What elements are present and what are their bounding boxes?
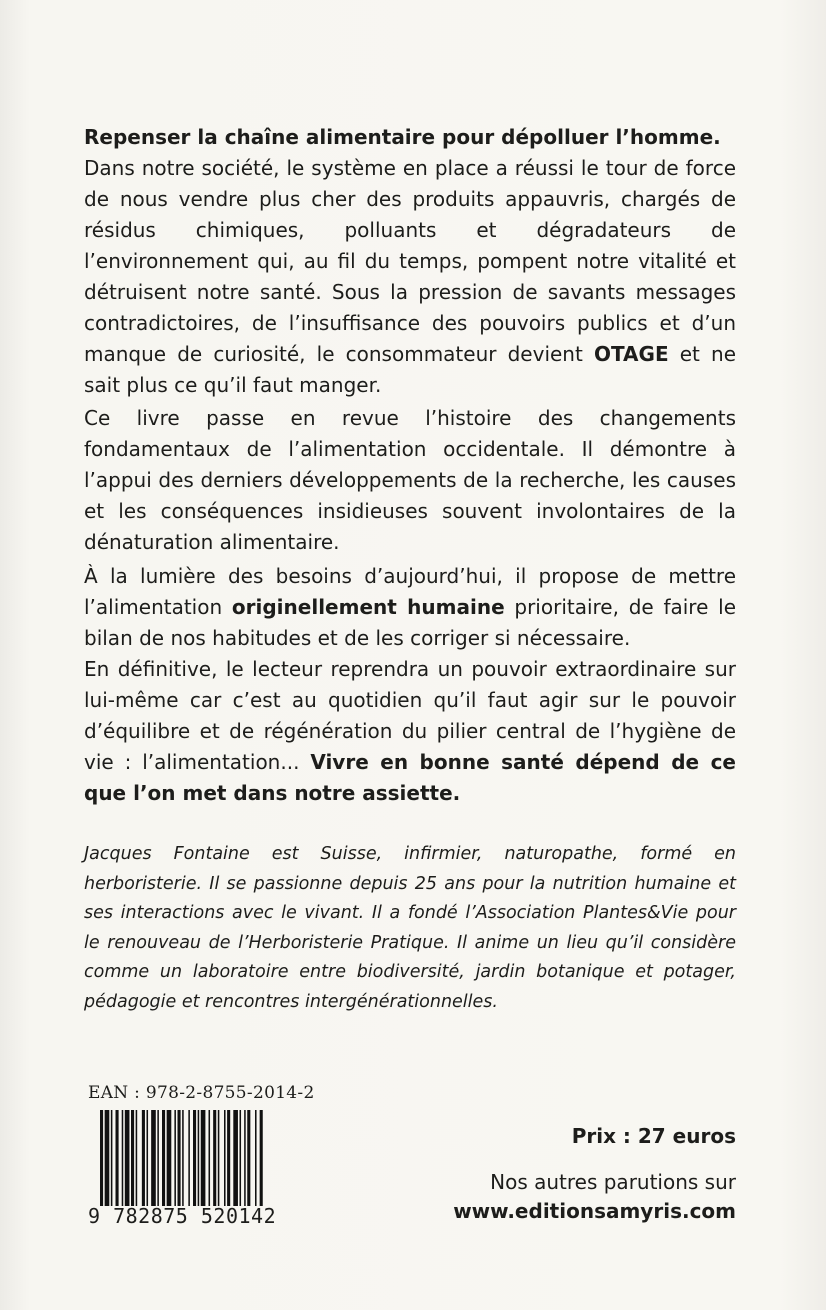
barcode-bar: [131, 1110, 134, 1206]
barcode-bar: [178, 1110, 181, 1206]
proposal-text-a: À la lumière des besoins d’aujourd’hui, il propose de mettre l’alimentation: [84, 564, 736, 619]
barcode-bar: [116, 1110, 119, 1206]
barcode-bar: [255, 1110, 257, 1206]
headline: Repenser la chaîne alimentaire pour dépolluer l’homme.: [84, 125, 721, 149]
author-bio: Jacques Fontaine est Suisse, infirmier, naturopathe, formé en herboristerie. Il se passionne depuis 25 ans pour la nutrition humaine et ses interactions avec le vivant. Il a fondé l’Association Plantes&Vie pour le renouveau de l’Herboristerie Pratique. Il anime un lieu qu’il considère comme un laboratoire entre biodiversité, jardin botanique et potager, pédagogie et rencontres intergénérationnelles.: [84, 844, 736, 1012]
barcode-bar: [147, 1110, 149, 1206]
barcode-bar: [162, 1110, 165, 1206]
barcode-bar: [125, 1110, 130, 1206]
price: Prix : 27 euros: [571, 1124, 736, 1148]
barcode-bar: [247, 1110, 250, 1206]
paragraph-proposal: [84, 561, 736, 654]
barcode-bar: [167, 1110, 172, 1206]
barcode-bar: [198, 1110, 200, 1206]
barcode-digits: [88, 1204, 322, 1228]
publisher-website: www.editionsamyris.com: [453, 1199, 736, 1223]
barcode-bar: [142, 1110, 145, 1206]
barcode-bar: [233, 1110, 238, 1206]
barcode-bar: [151, 1110, 156, 1206]
barcode-bar: [122, 1110, 124, 1206]
barcode-bar: [240, 1110, 242, 1206]
paragraph-intro: [84, 122, 736, 401]
barcode-bar: [111, 1110, 113, 1206]
intro-text-a: Dans notre société, le système en place a réussi le tour de force de nous vendre plus cher des produits appauvris, chargés de résidus chimiques, polluants et dégradateurs de l’environnement qui, au fil du temps, pompent notre vitalité et détruisent notre santé. Sous la pression de savants messages contradictoires, de l’insuffisance des pouvoirs publics et d’un manque de curiosité, le consommateur devient: [84, 156, 736, 366]
paragraph-conclusion: [84, 654, 736, 809]
barcode-bar: [174, 1110, 176, 1206]
conclusion-text: En définitive, le lecteur reprendra un pouvoir extraordinaire sur lui-même car c’est au quotidien qu’il faut agir sur le pouvoir d’équilibre et de régénération du pilier central de l’hygiène de vie : l’alimentation...: [84, 657, 736, 774]
barcode-left-group: 782875: [113, 1204, 189, 1228]
barcode-bar: [182, 1110, 184, 1206]
conclusion-emphasis: Vivre en bonne santé dépend de ce que l’on met dans notre assiette.: [84, 750, 737, 805]
barcode-first-digit: 9: [88, 1204, 101, 1228]
barcode-bar: [224, 1110, 226, 1206]
barcode-bar: [105, 1110, 110, 1206]
barcode-bar: [244, 1110, 246, 1206]
barcode-bar: [227, 1110, 230, 1206]
proposal-emphasis: originellement humaine: [231, 595, 505, 619]
barcode-right-group: 520142: [200, 1204, 277, 1228]
overview-text: Ce livre passe en revue l’histoire des changements fondamentaux de l’alimentation occidentale. Il démontre à l’appui des derniers développements de la recherche, les causes et les conséquences insidieuses souvent involontaires de la dénaturation alimentaire.: [84, 406, 736, 554]
barcode-bar: [193, 1110, 196, 1206]
barcode-bar: [136, 1110, 138, 1206]
barcode-bar: [201, 1110, 206, 1206]
intro-text-b: et ne sait plus ce qu’il faut manger.: [84, 342, 736, 397]
proposal-text-b: prioritaire, de faire le bilan de nos habitudes et de les corriger si nécessaire.: [84, 595, 736, 650]
other-titles-label: Nos autres parutions sur: [490, 1170, 736, 1194]
barcode: [100, 1110, 304, 1206]
barcode-bar: [213, 1110, 216, 1206]
barcode-bar: [100, 1110, 103, 1206]
barcode-bar: [209, 1110, 211, 1206]
barcode-bar: [260, 1110, 263, 1206]
publisher-info: [453, 1168, 736, 1226]
paragraph-overview: [84, 403, 736, 558]
otage-emphasis: OTAGE: [593, 342, 669, 366]
barcode-bar: [188, 1110, 190, 1206]
barcode-bar: [218, 1110, 220, 1206]
barcode-bar: [157, 1110, 159, 1206]
ean-label: EAN : 978-2-8755-2014-2: [88, 1083, 315, 1103]
